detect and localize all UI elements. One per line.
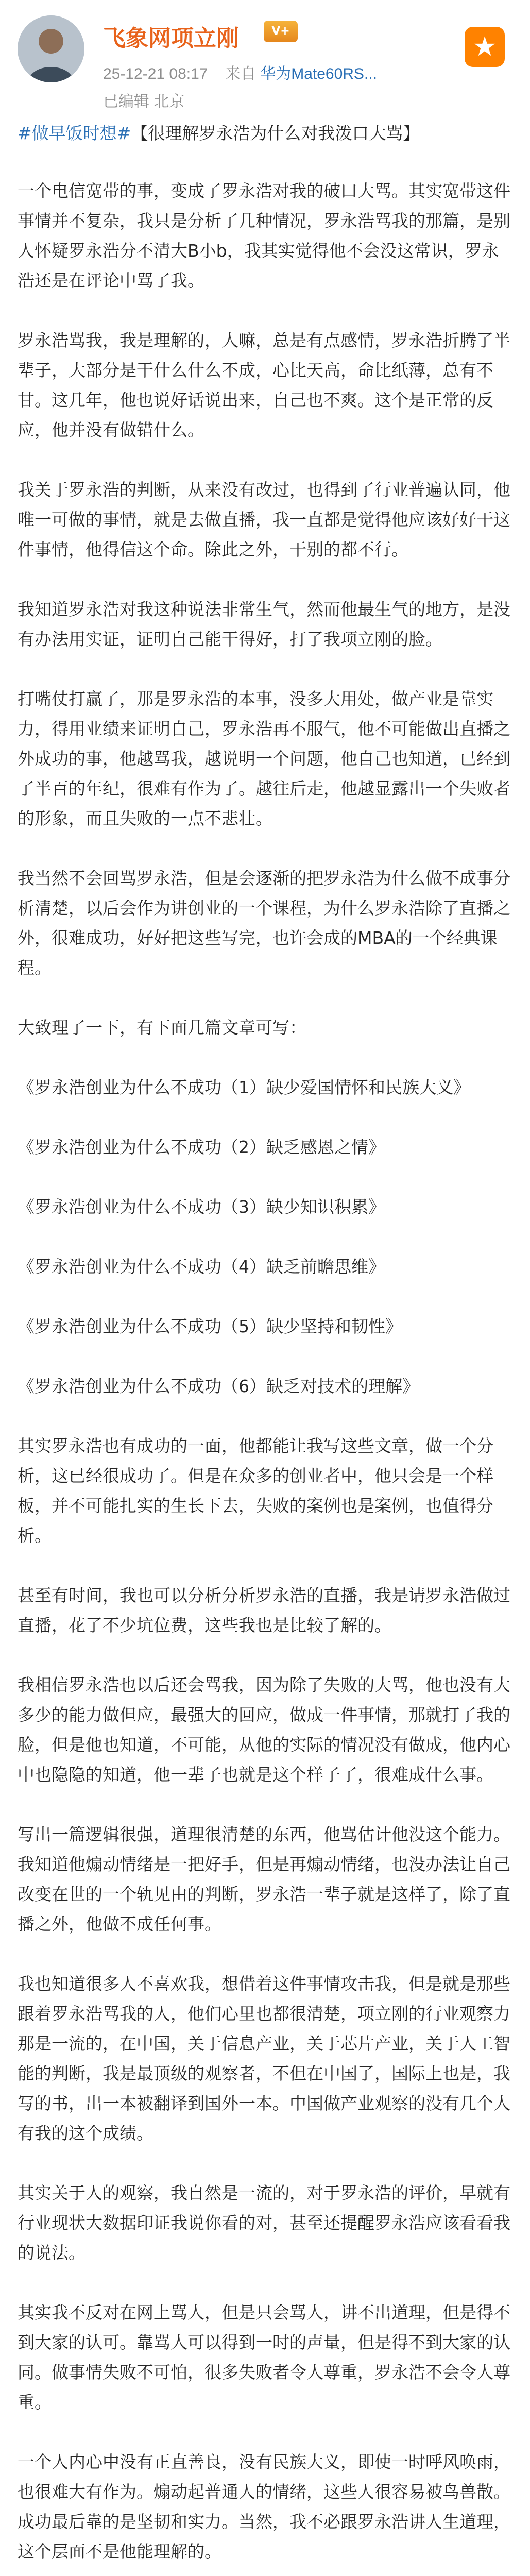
source-prefix: 来自 [225,65,256,82]
paragraph: 其实罗永浩也有成功的一面，他都能让我写这些文章，做一个分析，这已经很成功了。但是在众多的创业者中，他只会是一个样板，并不可能扎实的生长下去，失败的案例也是案例，也值得分析。 [18,1436,493,1546]
avatar[interactable] [18,15,84,82]
paragraph: 大致理了一下，有下面几篇文章可写： [18,1018,306,1038]
paragraph: 一个电信宽带的事，变成了罗永浩对我的破口大骂。其实宽带这件事情并不复杂，我只是分析了几种情况，罗永浩骂我的那篇，是别人怀疑罗永浩分不清大B小b，我其实觉得他不会没这常识，罗永浩还是在评论中骂了我。 [18,181,510,291]
paragraph: 我相信罗永浩也以后还会骂我，因为除了失败的大骂，他也没有大多少的能力做但应，最强大的回应，做成一件事情，那就打了我的脸，但是他也知道，不可能，从他的实际的情况没有做成，他内心中也隐隐的知道，他一辈子也就是这个样子了，很难成什么事。 [18,1675,510,1785]
paragraph: 其实关于人的观察，我自然是一流的，对于罗永浩的评价，早就有行业现状大数据印证我说你看的对，甚至还提醒罗永浩应该看看我的说法。 [18,2183,510,2263]
post-header [0,0,530,118]
post-title: 【很理解罗永浩为什么对我泼口大骂】 [131,123,420,143]
location-text: 已编辑 北京 [103,93,185,110]
device-link[interactable]: 华为Mate60RS... [260,65,377,82]
vip-badge: V+ [264,21,298,42]
list-item: 《罗永浩创业为什么不成功（4）缺乏前瞻思维》 [18,1257,385,1277]
paragraph: 一个人内心中没有正直善良，没有民族大义，即使一时呼风唤雨，也很难大有作为。煽动起普通人的情绪，这些人很容易被鸟兽散。成功最后靠的是坚韧和实力。当然，我不必跟罗永浩讲人生道理，这个层面不是他能理解的。 [18,2452,510,2562]
list-item: 《罗永浩创业为什么不成功（3）缺少知识积累》 [18,1197,385,1217]
paragraph: 其实我不反对在网上骂人，但是只会骂人，讲不出道理，但是得不到大家的认可。靠骂人可以得到一时的声量，但是得不到大家的认同。做事情失败不可怕，很多失败者令人尊重，罗永浩不会令人尊重。 [18,2302,510,2412]
post-meta [103,61,377,83]
paragraph: 甚至有时间，我也可以分析分析罗永浩的直播，我是请罗永浩做过直播，花了不少坑位费，这些我也是比较了解的。 [18,1585,510,1635]
list-item: 《罗永浩创业为什么不成功（2）缺乏感恩之情》 [18,1137,385,1157]
post-heading [18,118,513,148]
list-item: 《罗永浩创业为什么不成功（1）缺少爱国情怀和民族大义》 [18,1077,470,1097]
author-name[interactable]: 飞象网项立刚 [103,26,239,51]
hashtag-link[interactable]: #做早饭时想# [18,123,131,143]
list-item: 《罗永浩创业为什么不成功（5）缺少坚持和韧性》 [18,1316,402,1336]
paragraph: 写出一篇逻辑很强，道理很清楚的东西，他骂估计他没这个能力。我知道他煽动情绪是一把好手，但是再煽动情绪，也没办法让自己改变在世的一个轨见由的判断，罗永浩一辈子就是这样了，除了直播之外，他做不成任何事。 [18,1824,510,1934]
post-date: 25-12-21 08:17 [103,65,208,82]
paragraph: 我也知道很多人不喜欢我，想借着这件事情攻击我，但是就是那些跟着罗永浩骂我的人，他们心里也都很清楚，项立刚的行业观察力那是一流的，在中国，关于信息产业，关于芯片产业，关于人工智能的判断，我是最顶级的观察者，不但在中国了，国际上也是，我写的书，出一本被翻译到国外一本。中国做产业观察的没有几个人有我的这个成绩。 [18,1974,510,2143]
star-follow-icon[interactable]: ★ [465,27,505,67]
list-item: 《罗永浩创业为什么不成功（6）缺乏对技术的理解》 [18,1376,419,1396]
paragraph: 罗永浩骂我，我是理解的，人嘛，总是有点感情，罗永浩折腾了半辈子，大部分是干什么什么不成，心比天高，命比纸薄，总有不甘。这几年，他也说好话说出来，自己也不爽。这个是正常的反应，他并没有做错什么。 [18,330,510,440]
paragraph: 打嘴仗打赢了，那是罗永浩的本事，没多大用处，做产业是靠实力，得用业绩来证明自己，罗永浩再不服气，他不可能做出直播之外成功的事，他越骂我，越说明一个问题，他自己也知道，已经到了半百的年纪，很难有作为了。越往后走，他越显露出一个失败者的形象，而且失败的一点不悲壮。 [18,689,510,828]
paragraph: 我当然不会回骂罗永浩，但是会逐渐的把罗永浩为什么做不成事分析清楚，以后会作为讲创业的一个课程，为什么罗永浩除了直播之外，很难成功，好好把这些写完，也许会成的MBA的一个经典课程。 [18,868,510,978]
paragraph: 我关于罗永浩的判断，从来没有改过，也得到了行业普遍认同，他唯一可做的事情，就是去做直播，我一直都是觉得他应该好好干这件事情，他得信这个命。除此之外，干别的都不行。 [18,480,510,560]
paragraph: 我知道罗永浩对我这种说法非常生气，然而他最生气的地方，是没有办法用实证，证明自己能干得好，打了我项立刚的脸。 [18,599,510,649]
post-content [18,118,513,2576]
